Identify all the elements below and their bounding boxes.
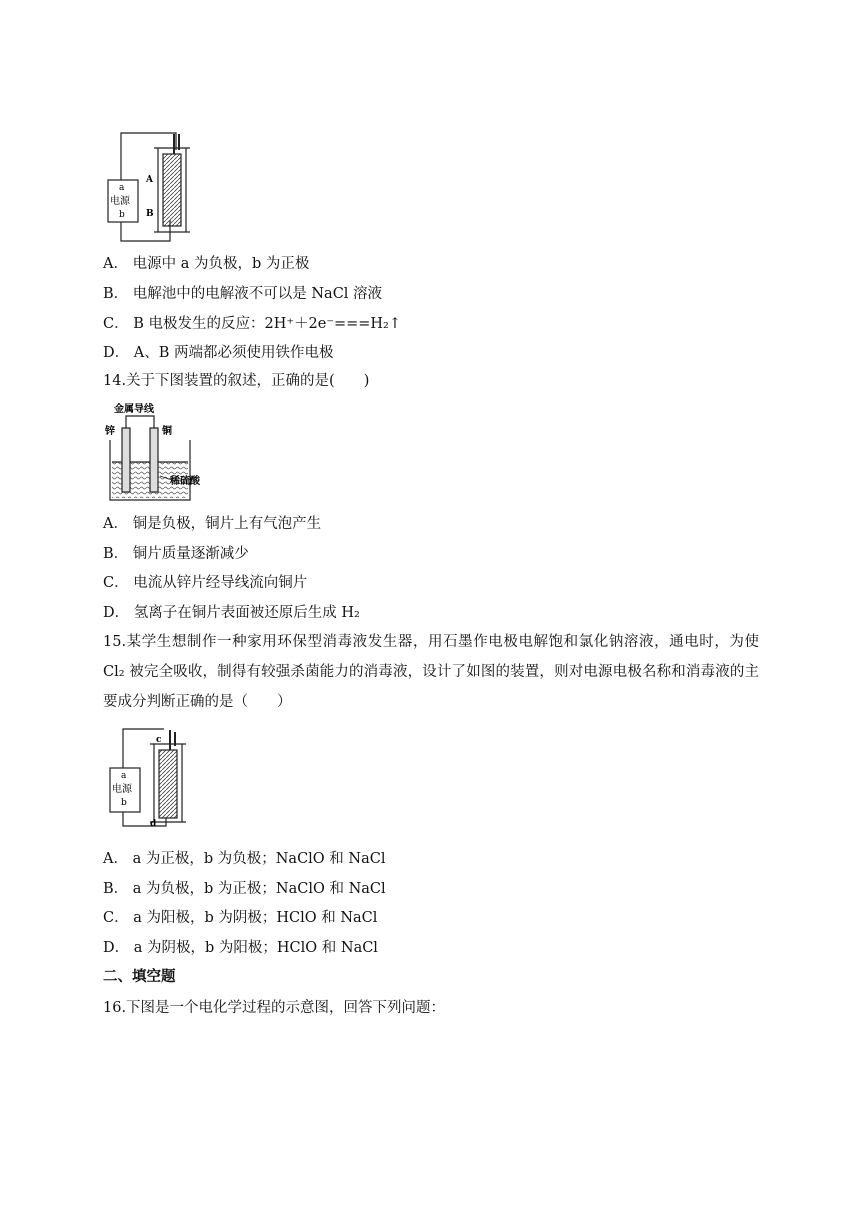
option-letter: B． bbox=[103, 881, 129, 897]
zinc-label: 锌 bbox=[105, 426, 115, 437]
option-letter: C． bbox=[103, 910, 129, 926]
option-letter: D． bbox=[103, 605, 130, 621]
q16-stem: 16.下图是一个电化学过程的示意图，回答下列问题： bbox=[103, 1000, 446, 1016]
option-text: A、B 两端都必须使用铁作电极 bbox=[133, 345, 334, 361]
electrode-label-A: A bbox=[146, 175, 153, 185]
option-letter: D． bbox=[103, 940, 130, 956]
wire-label: 金属导线 bbox=[114, 404, 154, 415]
q14-option-a bbox=[103, 514, 321, 534]
option-text: a 为阳极，b 为阴极；HClO 和 NaCl bbox=[133, 910, 378, 926]
option-text: a 为负极，b 为正极；NaClO 和 NaCl bbox=[132, 881, 386, 897]
option-text: a 为正极，b 为负极；NaClO 和 NaCl bbox=[132, 851, 386, 867]
option-text: 铜是负极，铜片上有气泡产生 bbox=[132, 516, 322, 532]
q14-stem: 14.关于下图装置的叙述，正确的是( ) bbox=[103, 373, 370, 389]
power-label-a: a bbox=[121, 771, 127, 781]
q15-option-a bbox=[103, 849, 385, 869]
power-label: 电源 bbox=[112, 784, 132, 795]
option-text: 氢离子在铜片表面被还原后生成 H₂ bbox=[133, 605, 360, 621]
option-text: 铜片质量逐渐减少 bbox=[132, 546, 249, 562]
option-letter: B． bbox=[103, 546, 129, 562]
q14-option-c bbox=[103, 573, 307, 593]
power-label: 电源 bbox=[110, 196, 130, 207]
option-letter: B． bbox=[103, 286, 129, 302]
option-letter: D． bbox=[103, 345, 130, 361]
electrode-label-c: c bbox=[156, 735, 162, 745]
option-letter: C． bbox=[103, 316, 129, 332]
option-letter: A． bbox=[103, 516, 128, 532]
section-heading: 二、填空题 bbox=[103, 968, 176, 985]
galvanic-cell-diagram-q14 bbox=[104, 400, 210, 506]
option-text: 电流从锌片经导线流向铜片 bbox=[133, 575, 308, 591]
power-label-b: b bbox=[121, 798, 127, 808]
electrode-label-d: d bbox=[150, 819, 157, 829]
q14-option-d bbox=[103, 603, 360, 623]
q15-option-d bbox=[103, 938, 378, 958]
q13-option-a bbox=[103, 254, 309, 274]
electrolysis-diagram-q13 bbox=[106, 128, 196, 246]
q15-option-c bbox=[103, 908, 377, 928]
option-letter: A． bbox=[103, 256, 128, 272]
electrode-label-B: B bbox=[146, 209, 154, 219]
power-label-b: b bbox=[119, 210, 125, 220]
disinfectant-generator-diagram-q15 bbox=[106, 726, 196, 830]
option-letter: A． bbox=[103, 851, 128, 867]
q13-option-b bbox=[103, 284, 382, 304]
q15-option-b bbox=[103, 879, 386, 899]
acid-label: 稀硫酸 bbox=[170, 476, 200, 487]
option-letter: C． bbox=[103, 575, 129, 591]
option-text: B 电极发生的反应：2H⁺＋2e⁻===H₂↑ bbox=[133, 316, 402, 332]
power-label-a: a bbox=[119, 183, 125, 193]
q13-option-c bbox=[103, 314, 401, 334]
copper-label: 铜 bbox=[162, 426, 172, 437]
option-text: a 为阴极，b 为阳极；HClO 和 NaCl bbox=[133, 940, 378, 956]
q14-option-b bbox=[103, 544, 249, 564]
q13-option-d bbox=[103, 343, 334, 363]
option-text: 电源中 a 为负极，b 为正极 bbox=[132, 256, 310, 272]
q15-stem: 15.某学生想制作一种家用环保型消毒液发生器，用石墨作电极电解饱和氯化钠溶液，通电时，为使 Cl₂ 被完全吸收，制得有较强杀菌能力的消毒液，设计了如图的装置，则对电源电极名称和消毒液的主要成分判断正确的是（ ） bbox=[103, 634, 759, 710]
option-text: 电解池中的电解液不可以是 NaCl 溶液 bbox=[132, 286, 383, 302]
